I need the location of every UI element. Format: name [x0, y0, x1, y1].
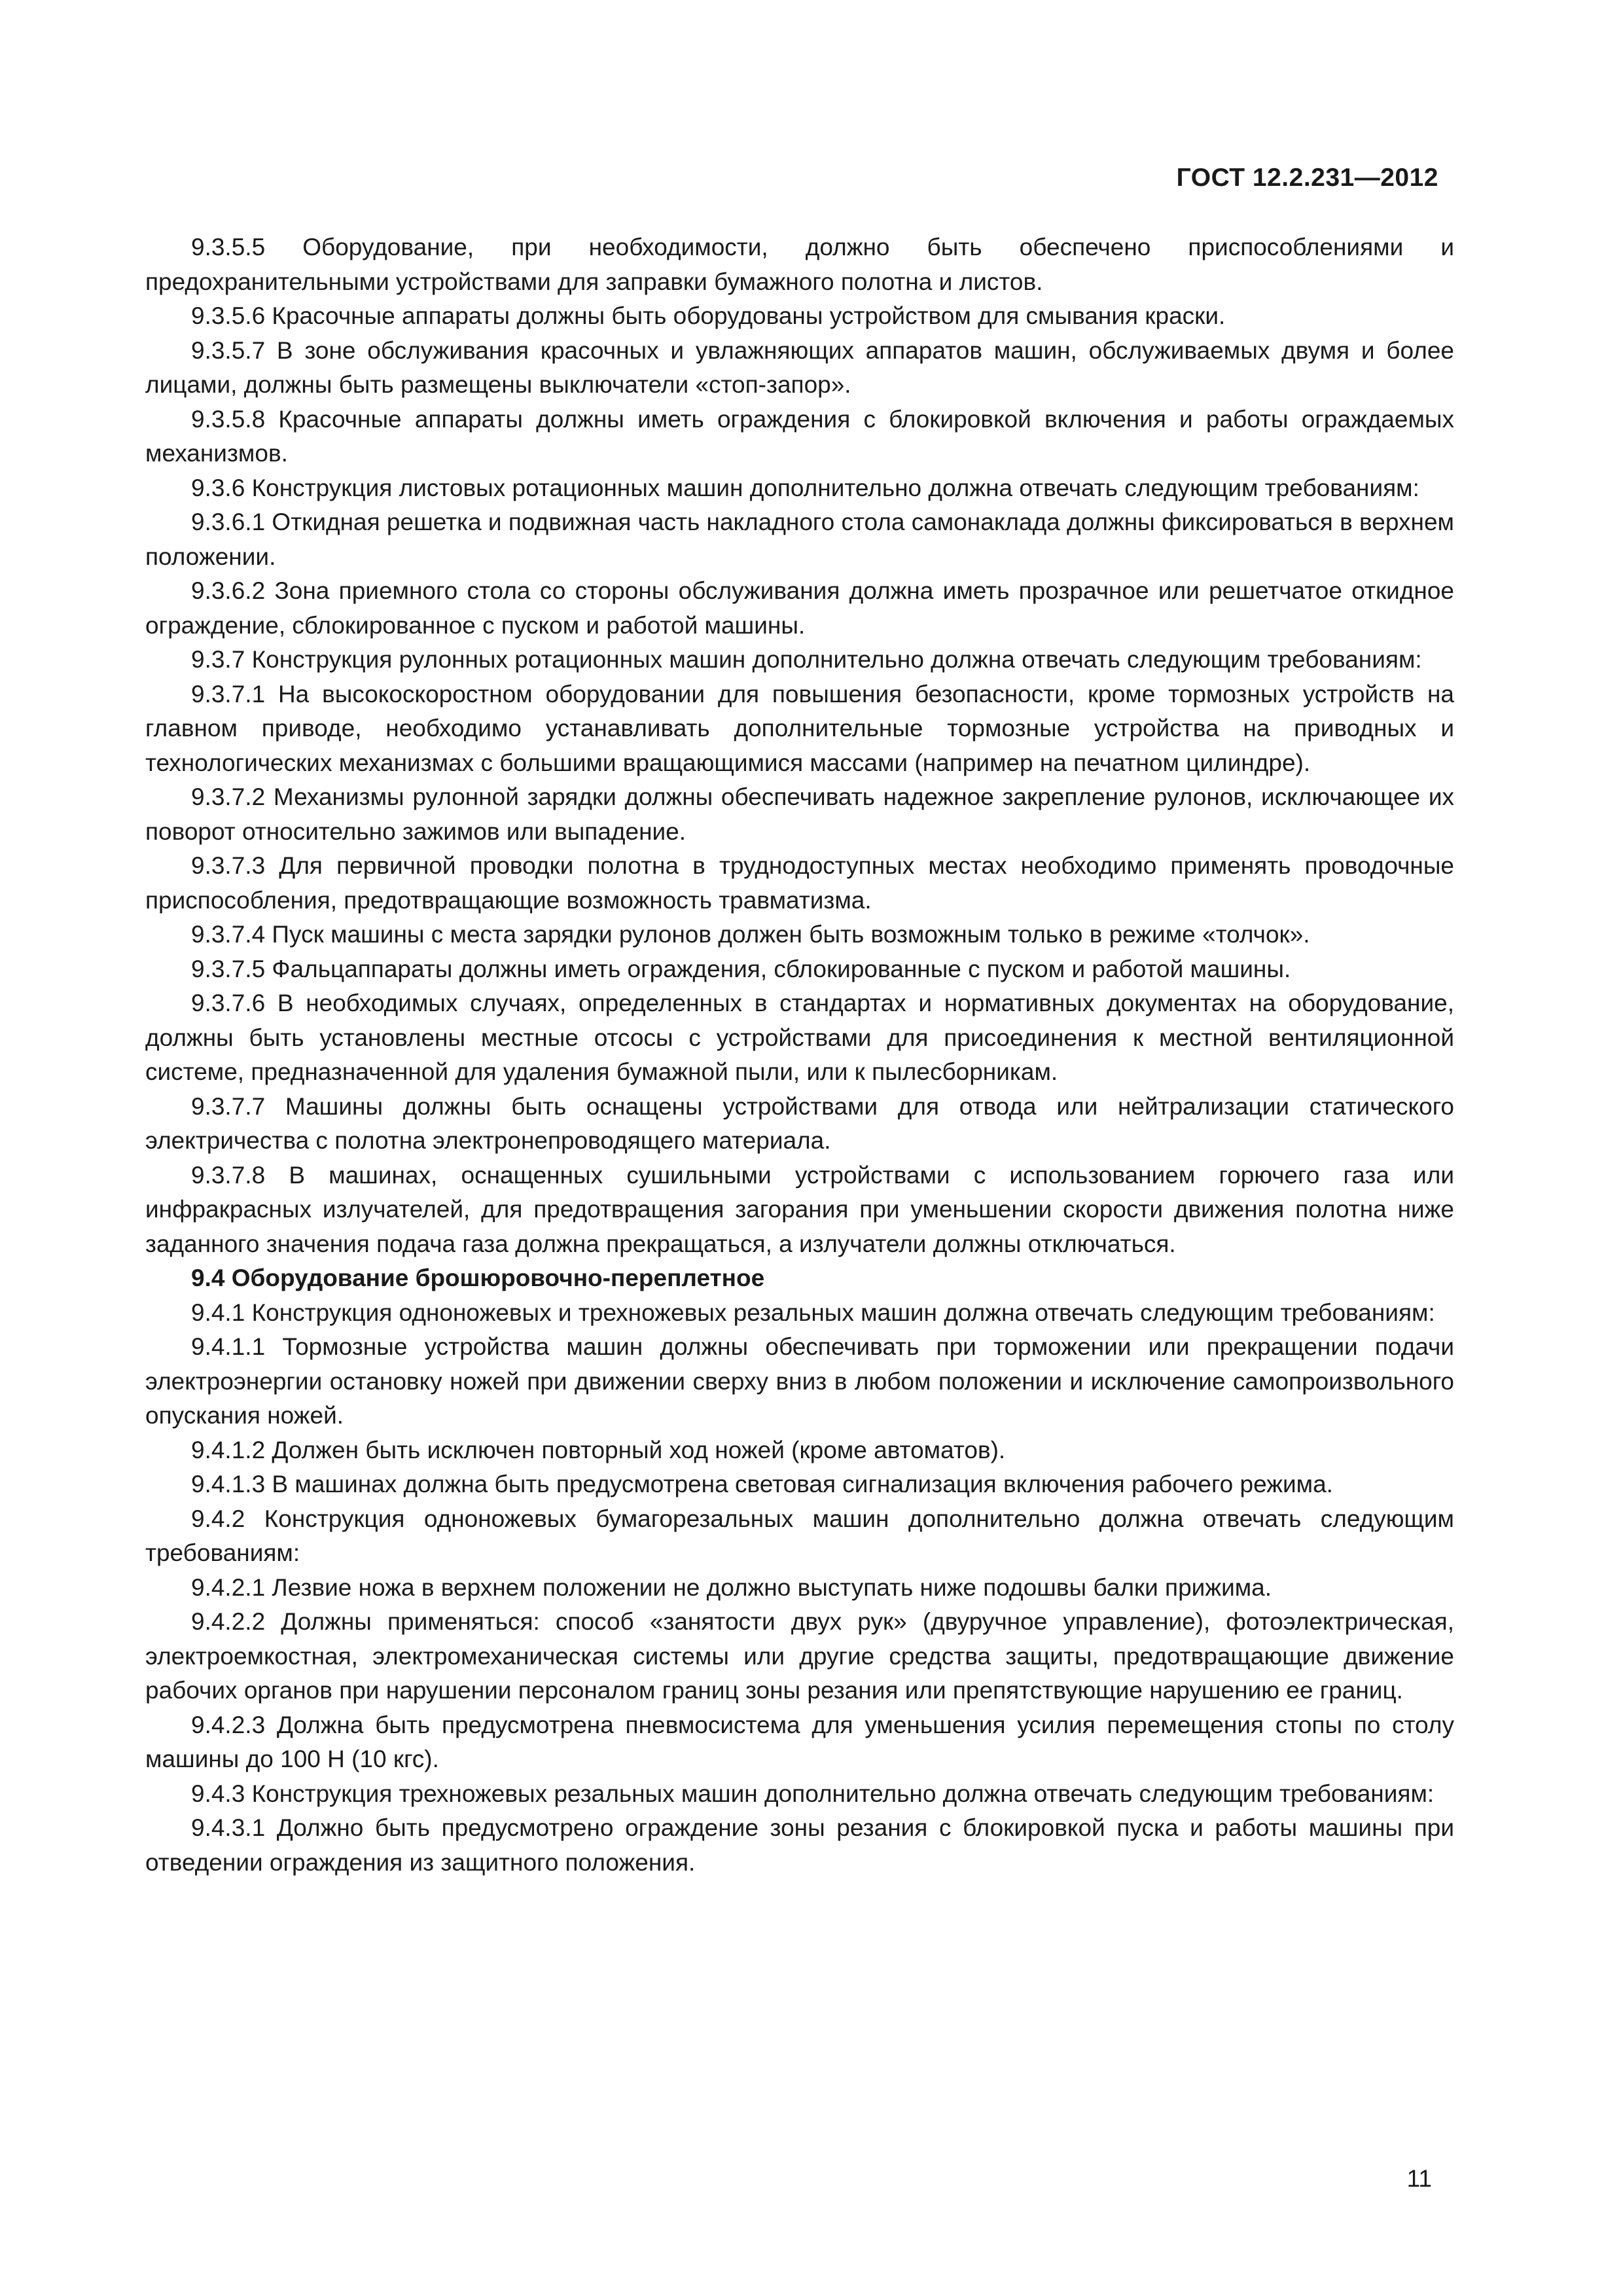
document-body	[145, 230, 1454, 1880]
clause-9-4-1-2: 9.4.1.2 Должен быть исключен повторный ход ножей (кроме автоматов).	[191, 1436, 1006, 1463]
clause-9-3-5-8: 9.3.5.8 Красочные аппараты должны иметь ограждения с блокировкой включения и работы ограждаемых механизмов.	[145, 405, 1454, 467]
clause-9-3-7-6: 9.3.7.6 В необходимых случаях, определенных в стандартах и нормативных документах на оборудование, должны быть установлены местные отсосы с устройствами для присоединения к местной вентиляционной системе, предназначенной для удаления бумажной пыли, или к пылесборникам.	[145, 990, 1454, 1085]
clause-9-3-7-3: 9.3.7.3 Для первичной проводки полотна в труднодоступных местах необходимо применять проводочные приспособления, предотвращающие возможность травматизма.	[145, 852, 1454, 914]
page-number: 11	[1406, 2165, 1432, 2192]
clause-9-3-5-7: 9.3.5.7 В зоне обслуживания красочных и увлажняющих аппаратов машин, обслуживаемых двумя и более лицами, должны быть размещены выключатели «стоп-запор».	[145, 336, 1454, 398]
clause-9-3-7-7: 9.3.7.7 Машины должны быть оснащены устройствами для отвода или нейтрализации статического электричества с полотна электронепроводящего материала.	[145, 1092, 1454, 1154]
clause-9-3-5-6: 9.3.5.6 Красочные аппараты должны быть оборудованы устройством для смывания краски.	[191, 302, 1226, 329]
clause-9-4-2: 9.4.2 Конструкция одноножевых бумагорезальных машин дополнительно должна отвечать следующим требованиям:	[145, 1505, 1454, 1566]
clause-9-3-7-2: 9.3.7.2 Механизмы рулонной зарядки должны обеспечивать надежное закрепление рулонов, исключающее их поворот относительно зажимов или выпадение.	[145, 783, 1454, 845]
clause-9-4-1: 9.4.1 Конструкция одноножевых и трехножевых резальных машин должна отвечать следующим требованиям:	[191, 1299, 1435, 1326]
clause-9-3-6: 9.3.6 Конструкция листовых ротационных машин дополнительно должна отвечать следующим требованиям:	[191, 474, 1419, 501]
clause-9-4-2-1: 9.4.2.1 Лезвие ножа в верхнем положении не должно выступать ниже подошвы балки прижима.	[191, 1573, 1272, 1601]
clause-9-4-2-2: 9.4.2.2 Должны применяться: способ «занятости двух рук» (двуручное управление), фотоэлектрическая, электроемкостная, электромеханическая системы или другие средства защиты, предотвращающие движение рабочих органов при нарушении персоналом границ зоны резания или препятствующие нарушению ее границ.	[145, 1608, 1454, 1704]
clause-9-3-7-1: 9.3.7.1 На высокоскоростном оборудовании для повышения безопасности, кроме тормозных устройств на главном приводе, необходимо устанавливать дополнительные тормозные устройства на приводных и технологических механизмах с большими вращающимися массами (например на печатном цилиндре).	[145, 680, 1454, 776]
clause-9-3-7-8: 9.3.7.8 В машинах, оснащенных сушильными устройствами с использованием горючего газа или инфракрасных излучателей, для предотвращения загорания при уменьшении скорости движения полотна ниже заданного значения подача газа должна прекращаться, а излучатели должны отключаться.	[145, 1161, 1454, 1257]
standard-designation: ГОСТ 12.2.231—2012	[1176, 164, 1438, 192]
clause-9-4-3-1: 9.4.3.1 Должно быть предусмотрено ограждение зоны резания с блокировкой пуска и работы машины при отведении ограждения из защитного положения.	[145, 1814, 1454, 1876]
clause-9-4-3: 9.4.3 Конструкция трехножевых резальных машин дополнительно должна отвечать следующим требованиям:	[191, 1780, 1435, 1807]
clause-9-4-2-3: 9.4.2.3 Должна быть предусмотрена пневмосистема для уменьшения усилия перемещения стопы по столу машины до 100 Н (10 кгс).	[145, 1711, 1454, 1772]
clause-9-4-1-1: 9.4.1.1 Тормозные устройства машин должны обеспечивать при торможении или прекращении подачи электроэнергии остановку ножей при движении сверху вниз в любом положении и исключение самопроизвольного опускания ножей.	[145, 1333, 1454, 1429]
clause-9-3-5-5: 9.3.5.5 Оборудование, при необходимости, должно быть обеспечено приспособлениями и предохранительными устройствами для заправки бумажного полотна и листов.	[145, 234, 1454, 295]
clause-9-3-7-4: 9.3.7.4 Пуск машины с места зарядки рулонов должен быть возможным только в режиме «толчок».	[191, 921, 1310, 948]
clause-9-4-1-3: 9.4.1.3 В машинах должна быть предусмотрена световая сигнализация включения рабочего режима.	[191, 1471, 1333, 1498]
section-heading-9-4: 9.4 Оборудование брошюровочно-переплетное	[191, 1265, 765, 1291]
clause-9-3-7-5: 9.3.7.5 Фальцаппараты должны иметь ограждения, сблокированные с пуском и работой машины.	[191, 955, 1291, 982]
clause-9-3-6-1: 9.3.6.1 Откидная решетка и подвижная часть накладного стола самонаклада должны фиксироваться в верхнем положении.	[145, 509, 1454, 570]
clause-9-3-6-2: 9.3.6.2 Зона приемного стола со стороны обслуживания должна иметь прозрачное или решетчатое откидное ограждение, сблокированное с пуском и работой машины.	[145, 577, 1454, 639]
clause-9-3-7: 9.3.7 Конструкция рулонных ротационных машин дополнительно должна отвечать следующим требованиям:	[191, 646, 1422, 673]
